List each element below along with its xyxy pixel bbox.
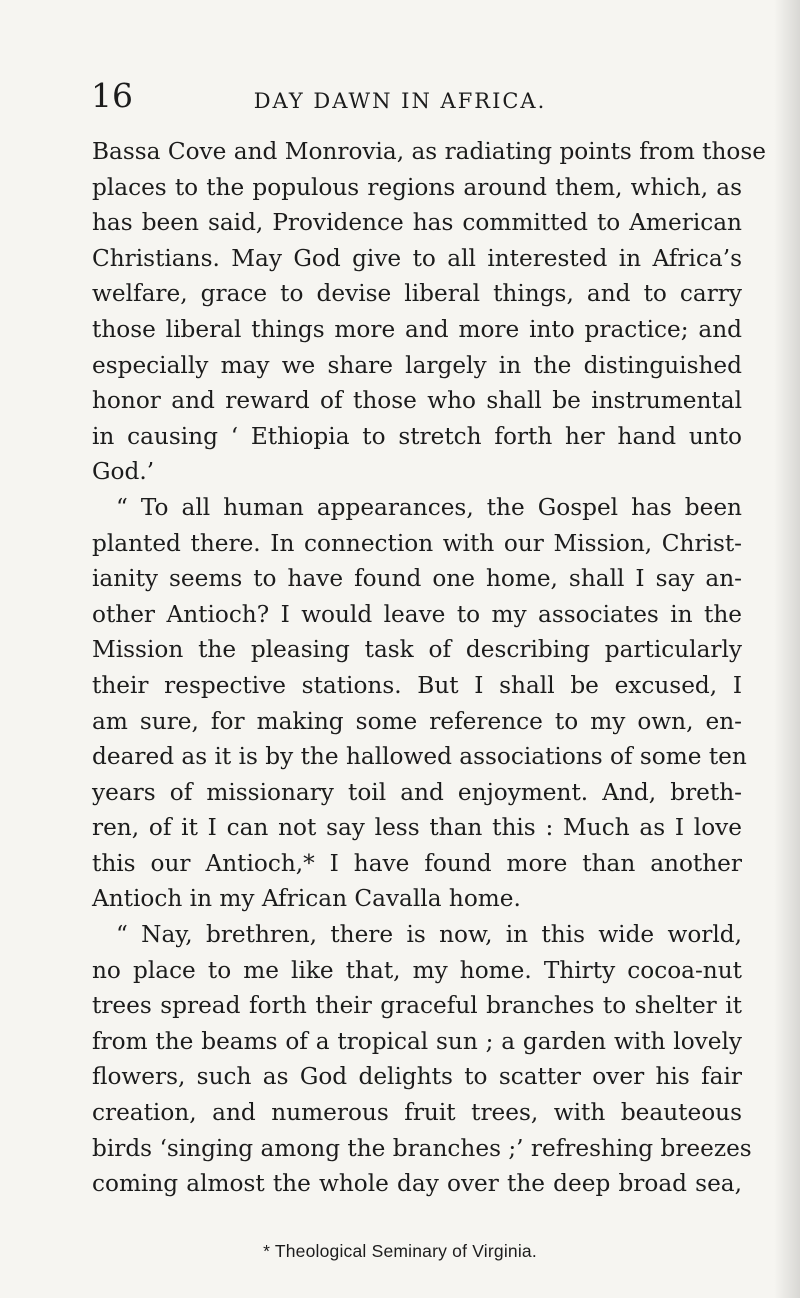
page-edge-shadow <box>774 0 800 1298</box>
text-line: honor and reward of those who shall be instrumental <box>92 387 742 415</box>
text-line: from the beams of a tropical sun ; a garden with lovely <box>92 1027 742 1055</box>
text-line: deared as it is by the hallowed associations of some ten <box>92 743 747 771</box>
text-line: years of missionary toil and enjoyment. And, breth- <box>92 778 742 806</box>
text-line: ren, of it I can not say less than this : Much as I love <box>92 814 742 842</box>
body-text <box>92 134 767 1202</box>
text-line: planted there. In connection with our Mission, Christ- <box>92 529 742 557</box>
text-line: in causing ‘ Ethiopia to stretch forth her hand unto <box>92 422 742 450</box>
text-line: Antioch in my African Cavalla home. <box>92 885 521 913</box>
text-line: places to the populous regions around them, which, as <box>92 173 742 201</box>
text-line: other Antioch? I would leave to my associates in the <box>92 600 742 628</box>
text-line: “ To all human appearances, the Gospel has been <box>116 493 742 521</box>
text-line: their respective stations. But I shall be excused, I <box>92 671 742 699</box>
text-line: Christians. May God give to all interested in Africa’s <box>92 244 742 272</box>
text-line: am sure, for making some reference to my own, en- <box>92 707 742 735</box>
footnote: * Theological Seminary of Virginia. <box>263 1241 537 1261</box>
text-line: those liberal things more and more into practice; and <box>92 315 742 343</box>
text-line: welfare, grace to devise liberal things, and to carry <box>92 280 742 308</box>
text-line: this our Antioch,* I have found more than another <box>92 849 742 877</box>
text-line: “ Nay, brethren, there is now, in this wide world, <box>116 921 742 949</box>
running-head: DAY DAWN IN AFRICA. <box>253 89 547 113</box>
text-line: birds ‘singing among the branches ;’ refreshing breezes <box>92 1134 752 1162</box>
page-number: 16 <box>91 76 133 115</box>
text-line: trees spread forth their graceful branches to shelter it <box>92 992 742 1020</box>
text-line: creation, and numerous fruit trees, with beauteous <box>92 1099 742 1127</box>
text-line: has been said, Providence has committed to American <box>92 209 742 237</box>
text-line: coming almost the whole day over the deep broad sea, <box>92 1170 742 1198</box>
text-line: Bassa Cove and Monrovia, as radiating points from those <box>92 138 767 165</box>
text-line: Mission the pleasing task of describing particularly <box>92 636 742 664</box>
text-line: ianity seems to have found one home, shall I say an- <box>92 565 742 593</box>
text-line: especially may we share largely in the distinguished <box>92 351 742 379</box>
text-line: no place to me like that, my home. Thirty cocoa-nut <box>92 956 742 984</box>
text-line: God.’ <box>92 458 155 486</box>
text-line: flowers, such as God delights to scatter over his fair <box>92 1063 742 1091</box>
